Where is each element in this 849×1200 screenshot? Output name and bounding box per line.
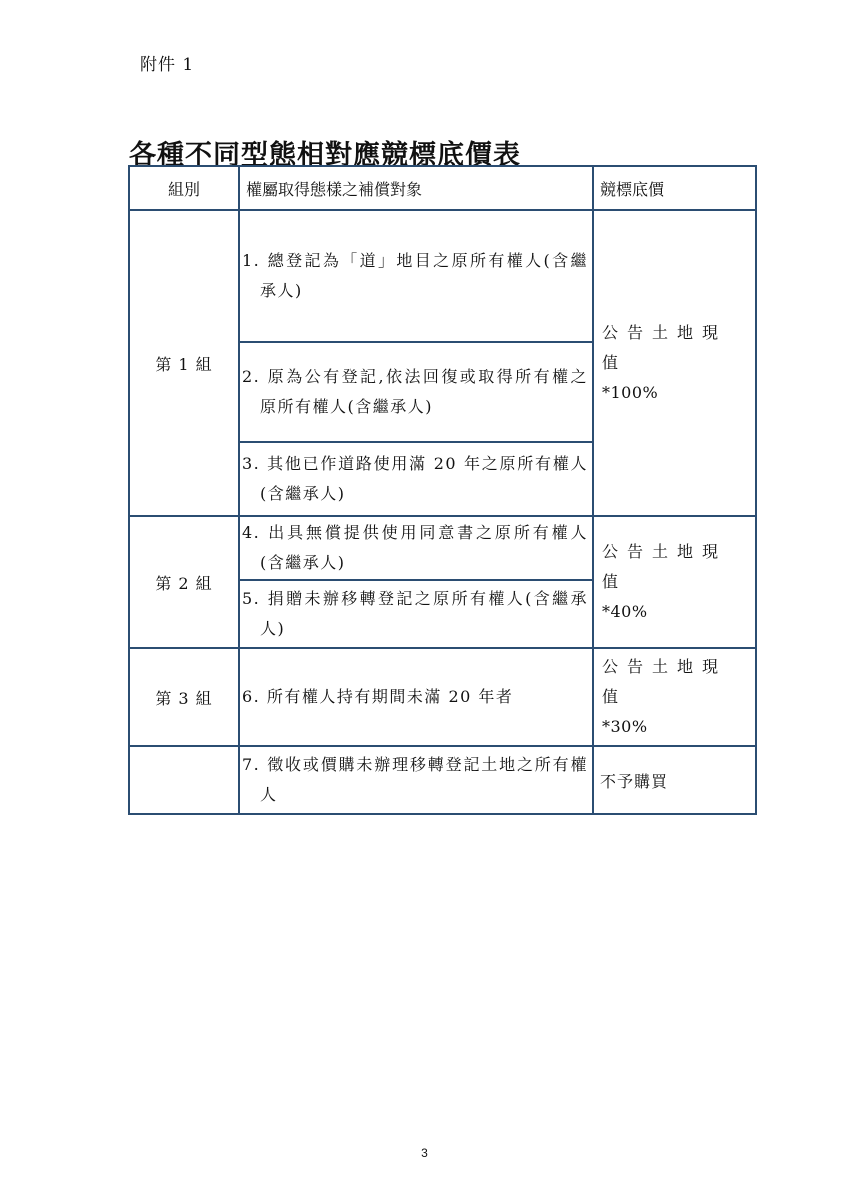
compensation-item: 1. 總登記為「道」地目之原所有權人(含繼承人) (239, 210, 593, 342)
header-bid-base-price: 競標底價 (593, 166, 756, 210)
price-line: *40% (602, 602, 648, 621)
bid-price-cell (593, 210, 756, 516)
compensation-item: 6. 所有權人持有期間未滿 20 年者 (239, 648, 593, 746)
header-group: 組別 (129, 166, 239, 210)
group-label: 第 3 組 (129, 648, 239, 746)
table-row (129, 746, 756, 814)
price-line: *30% (602, 717, 648, 736)
bid-base-price-table (128, 165, 757, 815)
table-row (129, 210, 756, 342)
price-line: *100% (602, 383, 659, 402)
compensation-item: 7. 徵收或價購未辦理移轉登記土地之所有權人 (239, 746, 593, 814)
header-compensation-object: 權屬取得態樣之補償對象 (239, 166, 593, 210)
group-label (129, 746, 239, 814)
compensation-item: 5. 捐贈未辦移轉登記之原所有權人(含繼承人) (239, 580, 593, 648)
group-label: 第 1 組 (129, 210, 239, 516)
compensation-item: 3. 其他已作道路使用滿 20 年之原所有權人(含繼承人) (239, 442, 593, 516)
group-label: 第 2 組 (129, 516, 239, 648)
price-line: 公告土地現值 (602, 323, 728, 372)
page-number: 3 (421, 1146, 428, 1160)
bid-price-cell: 不予購買 (593, 746, 756, 814)
table-header-row (129, 166, 756, 210)
compensation-item: 4. 出具無償提供使用同意書之原所有權人(含繼承人) (239, 516, 593, 580)
compensation-item: 2. 原為公有登記,依法回復或取得所有權之原所有權人(含繼承人) (239, 342, 593, 442)
price-line: 公告土地現值 (602, 542, 728, 591)
document-title: 各種不同型態相對應競標底價表 (129, 140, 521, 171)
table-row (129, 648, 756, 746)
price-line: 公告土地現值 (602, 657, 728, 706)
attachment-label: 附件 1 (140, 55, 195, 75)
bid-price-cell (593, 516, 756, 648)
table-row (129, 516, 756, 580)
bid-price-cell (593, 648, 756, 746)
